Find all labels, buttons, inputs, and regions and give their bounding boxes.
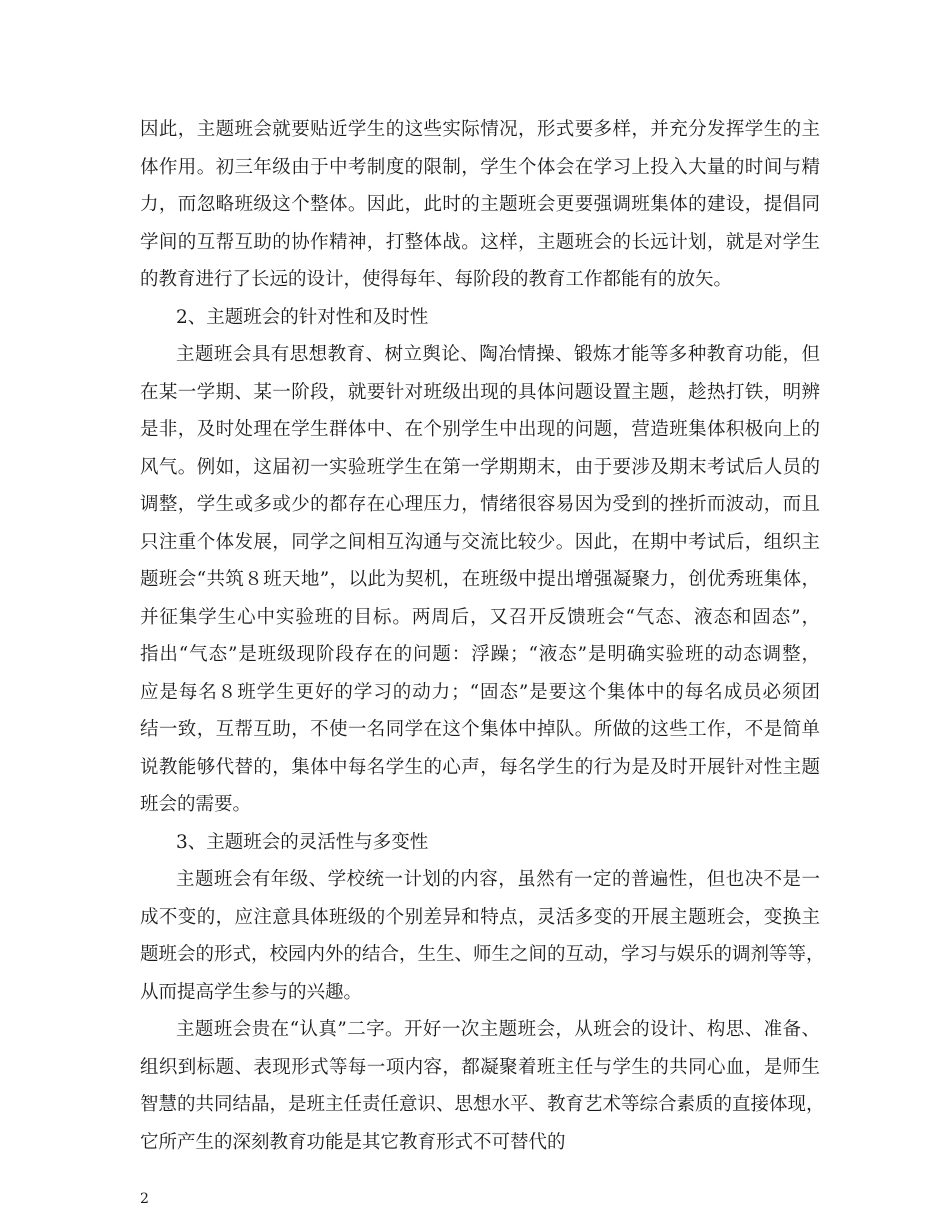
body-text-line: 主题班会有年级、学校统一计划的内容，虽然有一定的普遍性，但也决不是一 xyxy=(176,869,820,890)
body-text-line: 主题班会具有思想教育、树立舆论、陶冶情操、锻炼才能等多种教育功能，但 xyxy=(176,344,820,365)
body-text-line: 力，而忽略班级这个整体。因此，此时的主题班会更要强调班集体的建设，提倡同 xyxy=(140,194,820,215)
body-text-line: 组织到标题、表现形式等每一项内容，都凝聚着班主任与学生的共同心血，是师生 xyxy=(140,1057,820,1078)
body-text-line: 指出“气态”是班级现阶段存在的问题：浮躁；“液态”是明确实验班的动态调整， xyxy=(140,644,820,665)
body-text-line: 智慧的共同结晶，是班主任责任意识、思想水平、教育艺术等综合素质的直接体现， xyxy=(140,1094,825,1115)
section-heading: 3、主题班会的灵活性与多变性 xyxy=(176,832,429,853)
body-text-line: 的教育进行了长远的设计，使得每年、每阶段的教育工作都能有的放矢。 xyxy=(140,269,733,290)
body-text-line: 从而提高学生参与的兴趣。 xyxy=(140,982,363,1003)
body-text-line: 是非，及时处理在学生群体中、在个别学生中出现的问题，营造班集体积极向上的 xyxy=(140,419,820,440)
body-text-line: 题班会的形式，校园内外的结合，生生、师生之间的互动，学习与娱乐的调剂等等， xyxy=(140,944,825,965)
body-text-line: 说教能够代替的，集体中每名学生的心声，每名学生的行为是及时开展针对性主题 xyxy=(140,757,820,778)
body-text-line: 结一致，互帮互助，不使一名同学在这个集体中掉队。所做的这些工作，不是简单 xyxy=(140,719,820,740)
body-text-line: 并征集学生心中实验班的目标。两周后，又召开反馈班会“气态、液态和固态”， xyxy=(140,607,820,628)
body-text-line: 班会的需要。 xyxy=(140,794,252,815)
body-text-line: 成不变的，应注意具体班级的个别差异和特点，灵活多变的开展主题班会，变换主 xyxy=(140,907,820,928)
body-text-line: 应是每名８班学生更好的学习的动力；“固态”是要这个集体中的每名成员必须团 xyxy=(140,682,820,703)
body-text-line: 它所产生的深刻教育功能是其它教育形式不可替代的 xyxy=(140,1132,566,1153)
body-text-line: 题班会“共筑８班天地”，以此为契机，在班级中提出增强凝聚力，创优秀班集体， xyxy=(140,569,820,590)
body-text-line: 只注重个体发展，同学之间相互沟通与交流比较少。因此，在期中考试后，组织主 xyxy=(140,532,820,553)
body-text-line: 因此，主题班会就要贴近学生的这些实际情况，形式要多样，并充分发挥学生的主 xyxy=(140,119,820,140)
body-text-line: 风气。例如，这届初一实验班学生在第一学期期末，由于要涉及期末考试后人员的 xyxy=(140,457,820,478)
body-text-line: 学间的互帮互助的协作精神，打整体战。这样，主题班会的长远计划，就是对学生 xyxy=(140,232,820,253)
body-text-line: 体作用。初三年级由于中考制度的限制，学生个体会在学习上投入大量的时间与精 xyxy=(140,157,820,178)
body-text-line: 主题班会贵在“认真”二字。开好一次主题班会，从班会的设计、构思、准备、 xyxy=(176,1019,820,1040)
body-text-line: 在某一学期、某一阶段，就要针对班级出现的具体问题设置主题，趁热打铁，明辨 xyxy=(140,382,820,403)
page-number: 2 xyxy=(140,1191,149,1207)
section-heading: 2、主题班会的针对性和及时性 xyxy=(176,307,429,328)
body-text-line: 调整，学生或多或少的都存在心理压力，情绪很容易因为受到的挫折而波动，而且 xyxy=(140,494,820,515)
